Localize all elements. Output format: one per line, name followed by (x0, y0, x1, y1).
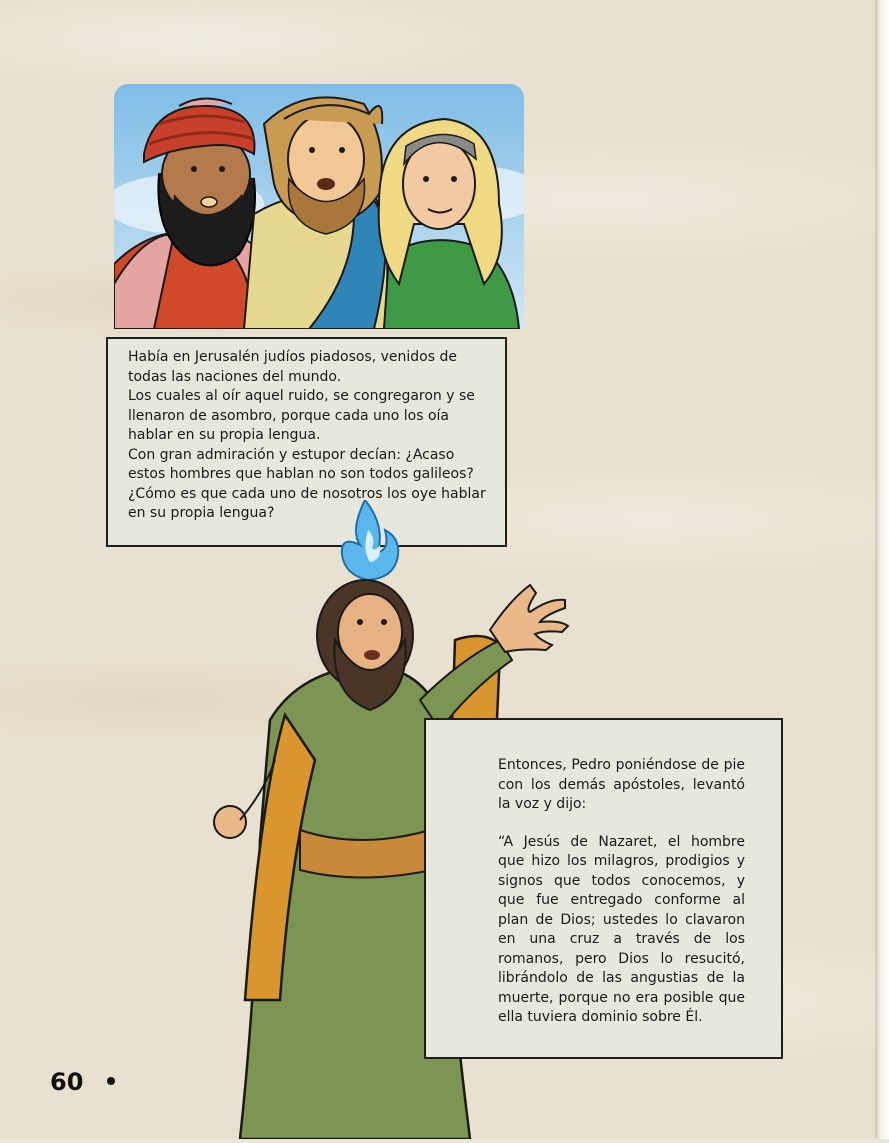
flame-icon (342, 500, 398, 580)
caption-box-peter-speech (424, 718, 783, 1059)
illustration-crowd (114, 84, 524, 329)
caption-paragraph: “A Jesús de Nazaret, el hombre que hizo los milagros, prodigios y signos que todos conocemos, y que fue entregado conforme al plan de Dios; ustedes lo clavaron en una cruz a través de los romanos, pero Dios lo resucitó, librándolo de las angustias de la muerte, porque no era posible que ella tuviera dominio sobre Él. (498, 833, 745, 1025)
caption-line: Con gran admiración y estupor decían: ¿Acaso estos hombres que hablan no son todos galileos? ¿Cómo es que cada uno de nosotros los oye hablar en su propia lengua? (128, 446, 486, 521)
caption-line: Los cuales al oír aquel ruido, se congregaron y se llenaron de asombro, porque cada uno los oía hablar en su propia lengua. (128, 388, 475, 443)
page-number-dot (107, 1077, 115, 1085)
page-number: 60 (50, 1068, 84, 1096)
page-edge (875, 0, 889, 1139)
caption-line: Había en Jerusalén judíos piadosos, venidos de todas las naciones del mundo. (128, 349, 457, 385)
caption-paragraph: Entonces, Pedro poniéndose de pie con los demás apóstoles, levantó la voz y dijo: (498, 757, 745, 812)
crowd-drawing (114, 84, 524, 329)
